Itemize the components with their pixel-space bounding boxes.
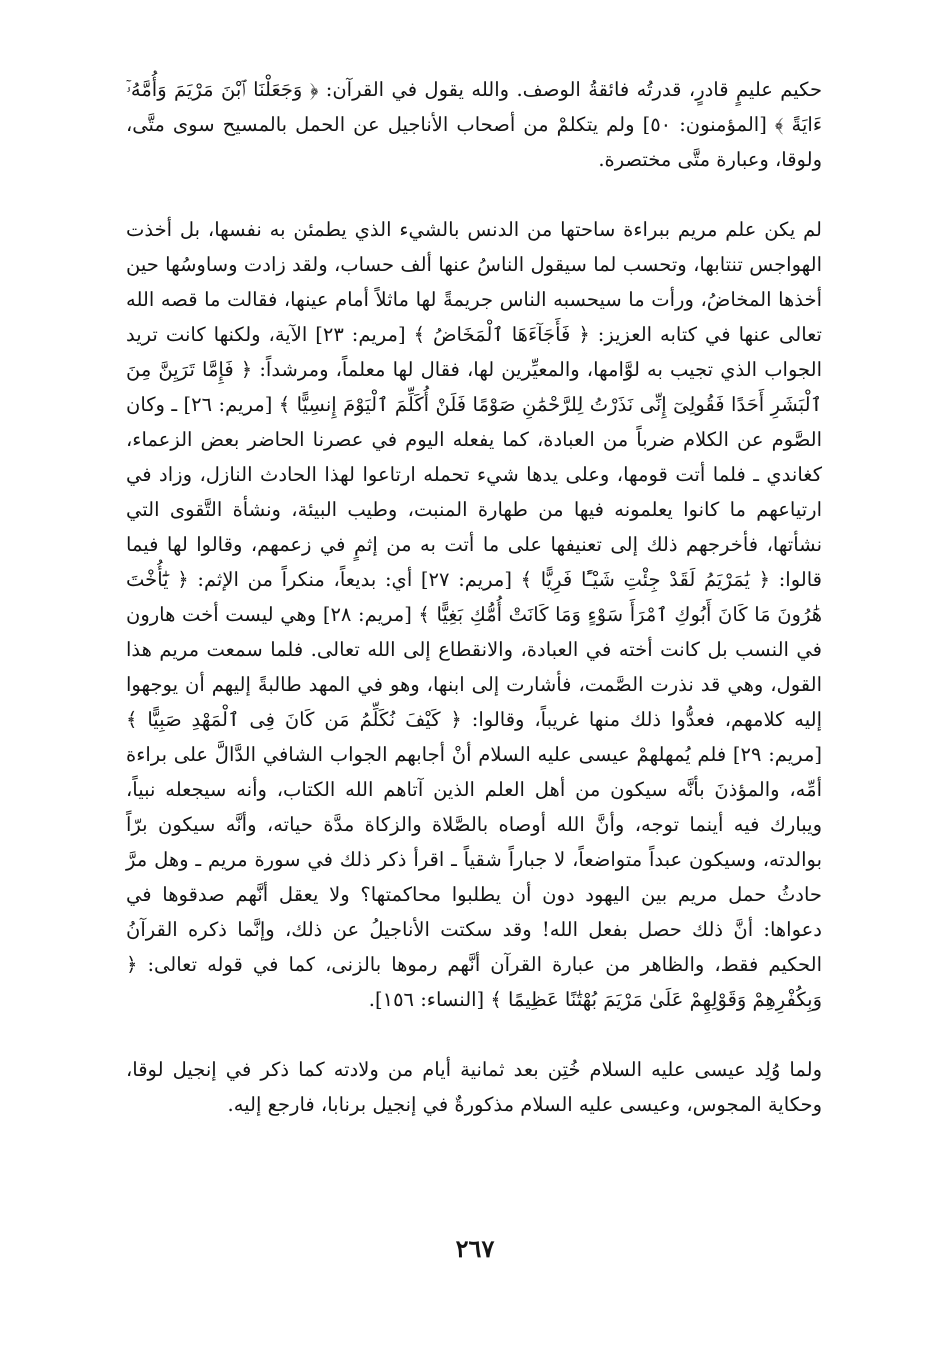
paragraph-3: ولما وُلِد عيسى عليه السلام خُتِن بعد ثمانية أيام من ولادته كما ذكر في إنجيل لوقا، وحكاية المجوس، وعيسى عليه السلام مذكورةٌ في إنجيل برنابا، فارجع إليه. (126, 1058, 822, 1116)
paragraph-1: حكيم عليمٍ قادرٍ، قدرتُه فائقةُ الوصف. والله يقول في القرآن: ﴿ وَجَعَلْنَا ٱبْنَ مَرْيَمَ وَأُمَّهُۥٓ ءَايَةً ﴾ [المؤمنون: ٥٠] ولم يتكلمْ من أصحاب الأناجيل عن الحمل بالمسيح سوى متَّى، ولوقا، وعبارة متَّى مختصرة. (126, 78, 822, 171)
paragraph-2: لم يكن علم مريم ببراءة ساحتها من الدنس بالشيء الذي يطمئن به نفسها، بل أخذت الهواجس تنتابها، وتحسب لما سيقول الناسُ عنها ألف حساب، ولقد زادت وساوسُها حين أخذها المخاضُ، ورأت ما سيحسبه الناس جريمةً لها ماثلاً أمام عينها، فقالت ما قصه الله تعالى عنها في كتابه العزيز: ﴿ فَأَجَآءَهَا ٱلْمَخَاضُ ﴾ [مريم: ٢٣] الآية، ولكنها كانت تريد الجواب الذي تجيب به لوَّامها، والمعيِّرين لها، فقال لها معلماً، ومرشداً: ﴿ فَإِمَّا تَرَيِنَّ مِنَ ٱلْبَشَرِ أَحَدًا فَقُولِىٓ إِنِّى نَذَرْتُ لِلرَّحْمَٰنِ صَوْمًا فَلَنْ أُكَلِّمَ ٱلْيَوْمَ إِنسِيًّا ﴾ [مريم: ٢٦] ـ وكان الصَّوم عن الكلام ضرباً من العبادة، كما يفعله اليوم في عصرنا الحاضر بعض الزعماء، كغاندي ـ فلما أتت قومها، وعلى يدها شيء تحمله ارتاعوا لهذا الحادث النازل، وزاد في ارتياعهم ما كانوا يعلمونه فيها من طهارة المنبت، وطيب البيئة، ونشأة التَّقوى التي نشأتها، فأخرجهم ذلك إلى تعنيفها على ما أتت به من إثمٍ في زعمهم، وقالوا لها فيما قالوا: ﴿ يَٰمَرْيَمُ لَقَدْ جِئْتِ شَيْـًٔا فَرِيًّا ﴾ [مريم: ٢٧] أي: بديعاً، منكراً من الإثم: ﴿ يَٰٓأُخْتَ هَٰرُونَ مَا كَانَ أَبُوكِ ٱمْرَأَ سَوْءٍ وَمَا كَانَتْ أُمُّكِ بَغِيًّا ﴾ [مريم: ٢٨] وهي ليست أخت هارون في النسب بل كانت أخته في العبادة، والانقطاع إلى الله تعالى. فلما سمعت مريم هذا القول، وهي قد نذرت الصَّمت، فأشارت إلى ابنها، وهو في المهد طالبةً إليهم أن يوجهوا إليه كلامهم، فعدُّوا ذلك منها غريباً، وقالوا: ﴿ كَيْفَ نُكَلِّمُ مَن كَانَ فِى ٱلْمَهْدِ صَبِيًّا ﴾ [مريم: ٢٩] فلم يُمهلهمْ عيسى عليه السلام أنْ أجابهم الجواب الشافي الدَّالَّ على براءة أمِّه، والمؤذنَ بأنَّه سيكون من أهل العلم الذين آتاهم الله الكتاب، وأنه سيجعله نبياً، ويبارك فيه أينما توجه، وأنَّ الله أوصاه بالصَّلاة والزكاة مدَّة حياته، وأنَّه سيكون برّاً بوالدته، وسيكون عبداً متواضعاً، لا جباراً شقياً ـ اقرأ ذكر ذلك في سورة مريم ـ وهل مرَّ حادثُ حمل مريم بين اليهود دون أن يطلبوا محاكمتها؟ ولا يعقل أنَّهم صدقوها في دعواها: أنَّ ذلك حصل بفعل الله! وقد سكتت الأناجيلُ عن ذلك، وإنَّما ذكره القرآنُ الحكيم فقط، والظاهر من عبارة القرآن أنَّهم رموها بالزنى، كما في قوله تعالى: ﴿ وَبِكُفْرِهِمْ وَقَوْلِهِمْ عَلَىٰ مَرْيَمَ بُهْتَٰنًا عَظِيمًا ﴾ [النساء: ١٥٦]. (126, 218, 822, 1011)
page-number: ٢٦٧ (455, 1234, 495, 1263)
